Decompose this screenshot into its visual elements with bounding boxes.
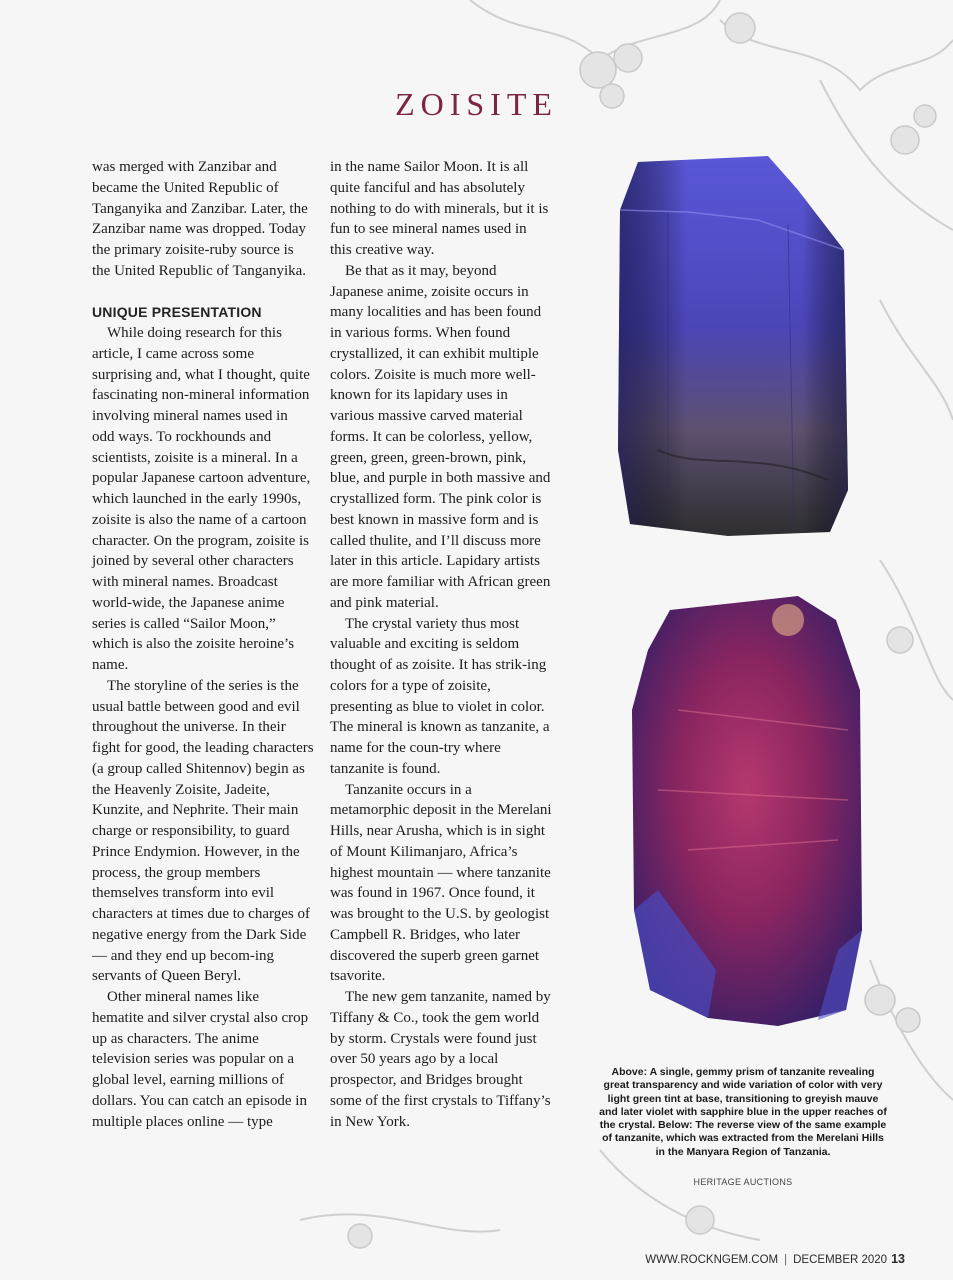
photo-caption: Above: A single, gemmy prism of tanzanite revealing great transparency and wide variation of color with very light green tint at base, transitioning to greyish mauve and later violet with sapphire blue in the upper reaches of the crystal. Below: The reverse view of the same example of tanzanite, which was extracted from the Merelani Hills in the Manyara Region of Tanzania. [599, 1066, 887, 1158]
photo-credit: HERITAGE AUCTIONS [693, 1177, 793, 1187]
article-column-left [92, 157, 314, 1132]
paragraph: Be that as it may, beyond Japanese anime, zoisite occurs in many localities and has been found in various forms. When found crystallized, it can exhibit multiple colors. Zoisite is much more well-known for its lapidary uses in various massive carved material forms. It can be colorless, yellow, green, green, green-brown, pink, blue, and purple in both massive and crystallized form. The pink color is best known in massive form and is called thulite, and I’ll discuss more later in this article. Lapidary artists are more familiar with African green and pink material. [330, 262, 551, 611]
tanzanite-crystal-top-photo [618, 156, 848, 536]
issue-date: DECEMBER 2020 [793, 1254, 888, 1266]
paragraph: Tanzanite occurs in a metamorphic deposit in the Merelani Hills, near Arusha, which is in sight of Mount Kilimanjaro, Africa’s highest mountain — where tanzanite was found in 1967. Once found, it was brought to the U.S. by geologist Campbell R. Bridges, who later discovered the superb green garnet tsavorite. [330, 781, 552, 985]
paragraph: was merged with Zanzibar and became the United Republic of Tanganyika and Zanzibar. Later, the Zanzibar name was dropped. Today the primary zoisite-ruby source is the United Republic of Tanganyika. [92, 159, 308, 279]
section-subheading: UNIQUE PRESENTATION [92, 304, 262, 321]
tanzanite-crystal-bottom-photo [632, 596, 862, 1026]
article-column-middle [330, 157, 552, 1132]
paragraph: The crystal variety thus most valuable and exciting is seldom thought of as zoisite. It has strik-ing colors for a type of zoisite, presenting as blue to violet in color. The mineral is known as tanzanite, a name for the coun-try where tanzanite is found. [330, 615, 550, 777]
page-number: 13 [891, 1252, 905, 1266]
website-url: WWW.ROCKNGEM.COM [645, 1254, 779, 1266]
paragraph: Other mineral names like hematite and silver crystal also crop up as characters. The anime television series was popular on a global level, earning millions of dollars. You can catch an episode in multiple places online — type [92, 989, 309, 1130]
paragraph: The storyline of the series is the usual battle between good and evil throughout the universe. In their fight for good, the leading characters (a group called Shitennov) begin as the Heavenly Zoisite, Jadeite, Kunzite, and Nephrite. Their main charge or responsibility, to guard Prince Endymion. However, in the process, the group members themselves transform into evil characters at times due to charges of negative energy from the Dark Side — and they end up becom-ing servants of Queen Beryl. [92, 677, 314, 985]
section-title: ZOISITE [395, 86, 558, 122]
tanzanite-photos [598, 150, 893, 1040]
paragraph: The new gem tanzanite, named by Tiffany & Co., took the gem world by storm. Crystals were found just over 50 years ago by a local prospector, and Bridges brought some of the first crystals to Tiffany’s in New York. [330, 989, 551, 1130]
paragraph: in the name Sailor Moon. It is all quite fanciful and has absolutely nothing to do with minerals, but it is fun to see mineral names used in this creative way. [330, 159, 549, 258]
paragraph: While doing research for this article, I came across some surprising and, what I thought, quite fascinating non-mineral information involving mineral names used in odd ways. To rockhounds and scientists, zoisite is a mineral. In a popular Japanese cartoon adventure, which launched in the early 1990s, zoisite is also the name of a cartoon character. On the program, zoisite is joined by several other characters with mineral names. Broadcast world-wide, the Japanese anime series is called “Sailor Moon,” which is also the zoisite heroine’s name. [92, 325, 311, 673]
page-footer [645, 1252, 905, 1266]
footer-separator: | [784, 1254, 788, 1266]
